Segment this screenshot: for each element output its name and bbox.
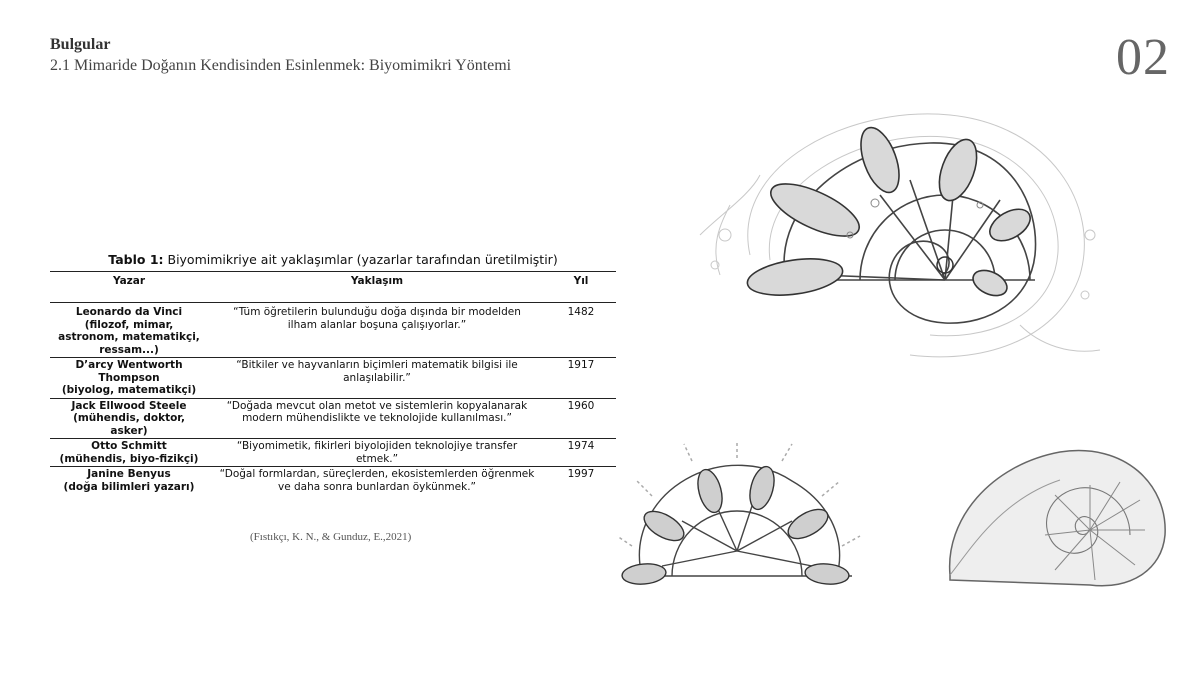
column-header-year: Yıl xyxy=(573,275,589,287)
year-cell: 1960 xyxy=(567,399,595,412)
year-cell: 1974 xyxy=(567,440,595,452)
radial-fan-diagram xyxy=(612,436,862,591)
approach-cell: “Doğal formlardan, süreçlerden, ekosistemlerden öğrenmek ve daha sonra bunlardan öykünmek.” xyxy=(219,468,535,493)
table-caption xyxy=(50,252,616,267)
approach-cell: “Doğada mevcut olan metot ve sistemlerin kopyalanarak modern mühendislikte ve teknolojide kullanılması.” xyxy=(226,399,528,424)
table-row xyxy=(50,467,616,494)
table-row xyxy=(50,399,616,440)
year-cell: 1482 xyxy=(567,306,595,318)
table-body xyxy=(50,271,616,494)
approach-cell: “Biyomimetik, fikirleri biyolojiden teknolojiye transfer etmek.” xyxy=(236,440,518,465)
author-cell: Otto Schmitt (mühendis, biyo-fizikçi) xyxy=(59,440,199,465)
author-cell: D’arcy Wentworth Thompson (biyolog, matematikçi) xyxy=(61,359,197,396)
approach-cell: “Bitkiler ve hayvanların biçimleri matematik bilgisi ile anlaşılabilir.” xyxy=(236,359,518,384)
table-row xyxy=(50,439,616,467)
table-row xyxy=(50,358,616,399)
page-number: 02 xyxy=(1116,29,1170,86)
author-cell: Jack Ellwood Steele (mühendis, doktor, asker) xyxy=(71,399,187,437)
table-caption-label: Tablo 1: xyxy=(108,252,164,267)
column-header-approach: Yaklaşım xyxy=(350,275,404,287)
section-title: 2.1 Mimaride Doğanın Kendisinden Esinlenmek: Biyomimikri Yöntemi xyxy=(50,57,512,74)
author-cell: Janine Benyus (doğa bilimleri yazarı) xyxy=(63,468,195,493)
table-row xyxy=(50,303,616,358)
nautilus-sketch-illustration xyxy=(690,85,1110,370)
table-header-row xyxy=(50,272,616,303)
year-cell: 1997 xyxy=(567,468,595,480)
header xyxy=(50,36,511,75)
table-rows xyxy=(50,303,616,494)
approaches-table xyxy=(50,252,616,494)
year-cell: 1917 xyxy=(567,359,595,371)
author-cell: Leonardo da Vinci (filozof, mimar, astronom, matematikçi, ressam...) xyxy=(58,306,200,356)
column-header-author: Yazar xyxy=(112,275,146,287)
approach-cell: “Tüm öğretilerin bulunduğu doğa dışında bir modelden ilham alanlar boşuna çalışıyorlar.” xyxy=(233,306,521,331)
nautilus-shell-drawing xyxy=(940,440,1175,590)
table-caption-text: Biyomimikriye ait yaklaşımlar (yazarlar tarafından üretilmiştir) xyxy=(163,252,558,267)
source-citation: (Fıstıkçı, K. N., & Gunduz, E.,2021) xyxy=(250,531,412,543)
section-label: Bulgular xyxy=(50,36,111,53)
